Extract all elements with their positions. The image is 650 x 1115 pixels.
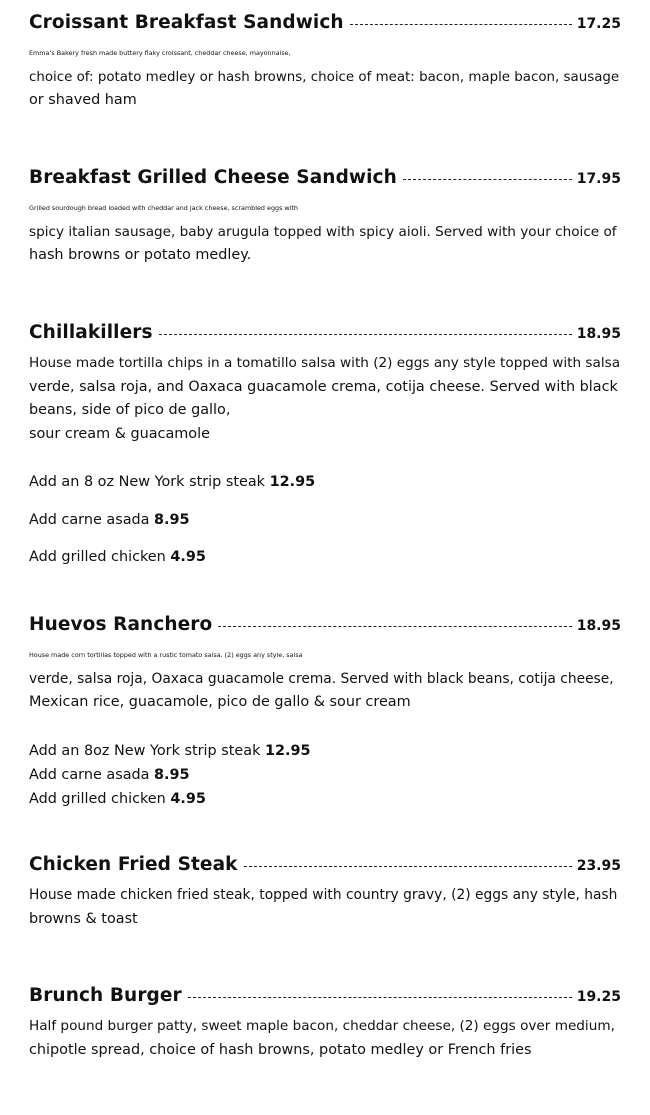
dotted-leader xyxy=(159,334,572,335)
menu-item-description xyxy=(29,352,621,447)
addon-text: Add grilled chicken xyxy=(29,791,166,807)
menu-item-chicken-fried-steak xyxy=(29,854,621,931)
menu-item-name: Huevos Ranchero xyxy=(29,614,213,635)
addon-text: Add an 8 oz New York strip steak xyxy=(29,474,265,490)
addon-price: 12.95 xyxy=(269,474,316,490)
description-line: Half pound burger patty, sweet maple bacon, cheddar cheese, (2) eggs over medium, xyxy=(29,1018,615,1034)
dotted-leader xyxy=(244,866,572,867)
description-line: beans, side of pico de gallo, xyxy=(29,402,231,419)
dotted-leader xyxy=(350,24,572,25)
menu-item-description xyxy=(29,644,621,715)
addon-price: 8.95 xyxy=(154,767,190,783)
menu-item-price: 17.25 xyxy=(576,16,621,32)
addon-option xyxy=(29,791,206,807)
description-line: hash browns or potato medley. xyxy=(29,247,252,264)
menu-item-name: Chicken Fried Steak xyxy=(29,854,238,875)
menu-item-header xyxy=(29,12,621,38)
menu-item-huevos-ranchero xyxy=(29,614,621,807)
description-line: browns & toast xyxy=(29,910,138,927)
menu-item-price: 18.95 xyxy=(576,326,621,342)
menu-item-price: 23.95 xyxy=(576,858,621,874)
menu-item-chillakillers xyxy=(29,322,621,565)
menu-item-description xyxy=(29,42,621,113)
menu-item-name: Brunch Burger xyxy=(29,985,182,1006)
description-line: Grilled sourdough bread loaded with cheddar and jack cheese, scrambled eggs with xyxy=(29,204,298,212)
addon-option xyxy=(29,743,311,759)
menu-item-header xyxy=(29,614,621,640)
menu-item-description xyxy=(29,197,621,268)
addon-text: Add grilled chicken xyxy=(29,549,166,565)
description-line: verde, salsa roja, and Oaxaca guacamole crema, cotija cheese. Served with black xyxy=(29,378,618,395)
menu-item-price: 19.25 xyxy=(576,989,621,1005)
addon-text: Add carne asada xyxy=(29,512,150,528)
menu-item-description xyxy=(29,1015,621,1062)
description-line: verde, salsa roja, Oaxaca guacamole crema. Served with black beans, cotija cheese, xyxy=(29,670,614,687)
description-line: Emma’s Bakery fresh made buttery flaky croissant, cheddar cheese, mayonnaise, xyxy=(29,49,291,57)
menu-item-price: 18.95 xyxy=(576,618,621,634)
menu-item-brunch-burger xyxy=(29,985,621,1062)
menu-item-header xyxy=(29,167,621,193)
description-line: choice of: potato medley or hash browns, choice of meat: bacon, maple bacon, sausage xyxy=(29,69,620,85)
addon-option xyxy=(29,474,315,490)
description-line: sour cream & guacamole xyxy=(29,426,210,443)
description-line: chipotle spread, choice of hash browns, potato medley or French fries xyxy=(29,1041,532,1058)
dotted-leader xyxy=(403,179,572,180)
addon-option xyxy=(29,512,190,528)
menu-item-breakfast-grilled-cheese-sandwich xyxy=(29,167,621,268)
addon-price: 4.95 xyxy=(170,791,206,807)
menu-item-name: Croissant Breakfast Sandwich xyxy=(29,12,344,33)
description-line: House made tortilla chips in a tomatillo salsa with (2) eggs any style topped with salsa xyxy=(29,355,621,371)
addon-text: Add an 8oz New York strip steak xyxy=(29,743,261,759)
dotted-leader xyxy=(188,997,572,998)
menu-item-name: Breakfast Grilled Cheese Sandwich xyxy=(29,167,397,188)
description-line: spicy italian sausage, baby arugula topped with spicy aioli. Served with your choice of xyxy=(29,223,617,240)
description-line: House made chicken fried steak, topped with country gravy, (2) eggs any style, hash xyxy=(29,887,618,903)
description-line: House made corn tortillas topped with a rustic tomato salsa, (2) eggs any style, salsa xyxy=(29,651,303,659)
menu-item-price: 17.95 xyxy=(576,171,621,187)
menu-item-header xyxy=(29,985,621,1011)
addon-price: 4.95 xyxy=(170,549,206,565)
menu-item-header xyxy=(29,854,621,880)
addon-text: Add carne asada xyxy=(29,767,150,783)
addon-price: 12.95 xyxy=(265,743,311,759)
description-line: Mexican rice, guacamole, pico de gallo & sour cream xyxy=(29,694,411,711)
menu-item-name: Chillakillers xyxy=(29,322,153,343)
addon-price: 8.95 xyxy=(154,512,190,528)
addon-option xyxy=(29,767,190,783)
description-line: or shaved ham xyxy=(29,92,137,109)
menu-item-header xyxy=(29,322,621,348)
menu-item-croissant-breakfast-sandwich xyxy=(29,12,621,113)
addon-option xyxy=(29,549,206,565)
dotted-leader xyxy=(218,626,571,627)
menu-item-description xyxy=(29,884,621,931)
